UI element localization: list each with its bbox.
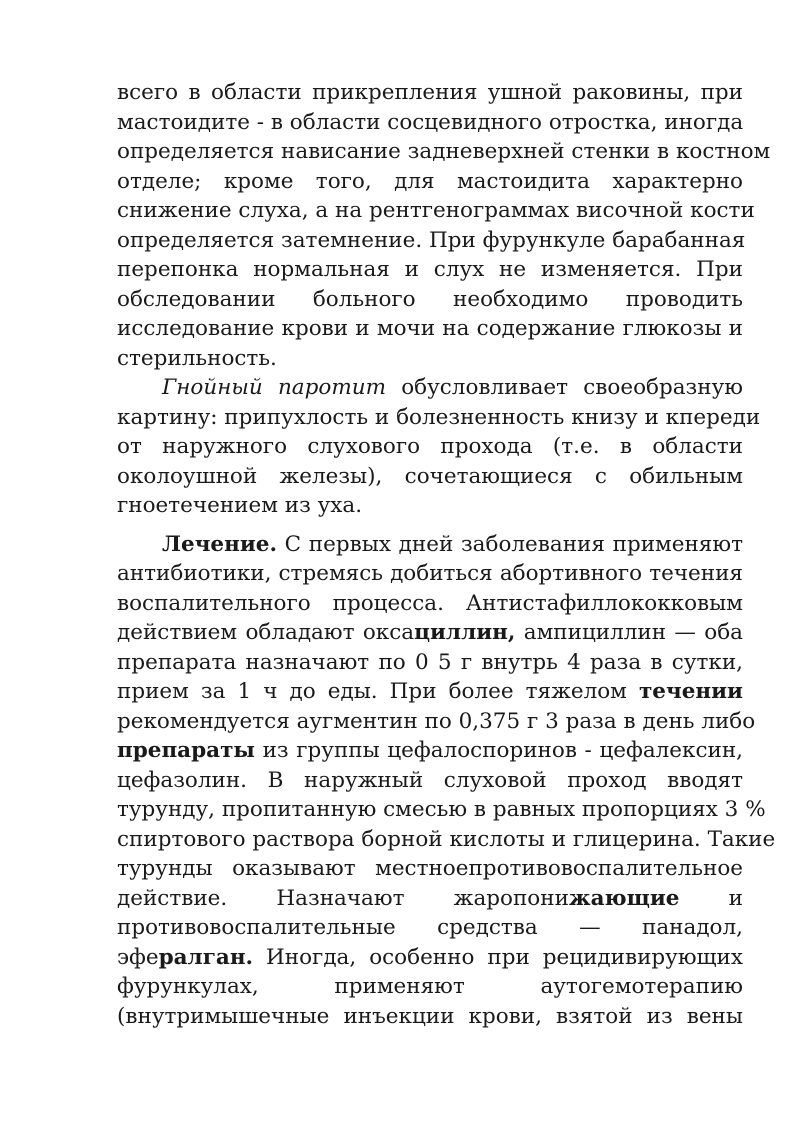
text-fragment: эфе: [117, 944, 159, 970]
text-line: обследовании больного необходимо проводить: [117, 286, 743, 312]
text-line: [117, 373, 743, 403]
text-line: антибиотики, стремясь добиться абортивного течения: [117, 561, 743, 586]
text-fragment: из группы цефалоспоринов - цефалексин,: [254, 738, 743, 763]
text-line: [117, 618, 743, 648]
text-line: препарата назначают по 0 5 г внутрь 4 раза в сутки,: [117, 649, 743, 675]
text-line: околоушной железы), сочетающиеся с обильным: [117, 463, 743, 489]
text-fragment: прием за 1 ч до еды. При более тяжелом: [117, 679, 639, 704]
text-line: [117, 736, 743, 766]
text-fragment: ампициллин — оба: [515, 620, 743, 645]
text-line: от наружного слухового прохода (т.е. в области: [117, 434, 743, 459]
text-line: перепонка нормальная и слух не изменяется. При: [117, 257, 743, 282]
bold-fragment: течении: [638, 679, 743, 704]
text-fragment: действием обладают окса: [117, 620, 415, 645]
text-line: (внутримышечные инъекции крови, взятой из вены: [117, 1003, 743, 1029]
text-line: определяется нависание задневерхней стенки в костном: [117, 139, 771, 164]
bold-fragment: жающие: [568, 885, 680, 911]
heading-treatment: Лечение.: [162, 531, 277, 557]
text-line: отделе; кроме того, для мастоидита характерно: [117, 168, 743, 194]
bold-fragment: препараты: [117, 738, 255, 763]
text-line: картину: припухлость и болезненность книзу и кпереди: [117, 404, 761, 430]
text-line: [117, 884, 743, 914]
text-line: фурункулах, применяют аутогемотерапию: [117, 974, 743, 999]
text-line: гноетечением из уха.: [117, 493, 363, 518]
text-line: противовоспалительные средства — панадол,: [117, 915, 743, 940]
text-fragment: и: [679, 885, 743, 911]
bold-fragment: ралган.: [158, 944, 254, 970]
text-line: [117, 677, 743, 707]
text-fragment: обусловливает своеобразную: [385, 375, 743, 400]
text-line: турунды оказывают местноепротивовоспалительное: [117, 856, 743, 881]
bold-fragment: циллин,: [414, 620, 516, 645]
text-line: исследование крови и мочи на содержание глюкозы и: [117, 316, 743, 341]
text-line: определяется затемнение. При фурункуле барабанная: [117, 227, 746, 253]
text-line: цефазолин. В наружный слуховой проход вводят: [117, 767, 743, 793]
text-line: [117, 943, 743, 973]
text-line: рекомендуется аугментин по 0,375 г 3 раза в день либо: [117, 708, 756, 734]
text-line: воспалительного процесса. Антистафиллококковым: [117, 590, 743, 616]
text-line: турунду, пропитанную смесью в равных пропорциях 3 %: [117, 797, 766, 822]
text-line: стерильность.: [117, 345, 277, 371]
text-line: мастоидите - в области сосцевидного отростка, иногда: [117, 109, 744, 135]
text-fragment: С первых дней заболевания применяют: [276, 531, 743, 557]
text-line: всего в области прикрепления ушной раковины, при: [117, 80, 743, 105]
term-purulent-parotitis: Гнойный паротит: [162, 375, 386, 400]
text-line: спиртового раствора борной кислоты и глицерина. Такие: [117, 826, 776, 852]
text-line: [117, 530, 743, 560]
paragraph-gap: [117, 521, 743, 530]
text-fragment: действие. Назначают жаропони: [117, 885, 569, 911]
text-line: снижение слуха, а на рентгенограммах височной кости: [117, 198, 755, 223]
text-fragment: Иногда, особенно при рецидивирующих: [253, 944, 743, 970]
document-page: [117, 78, 776, 1031]
